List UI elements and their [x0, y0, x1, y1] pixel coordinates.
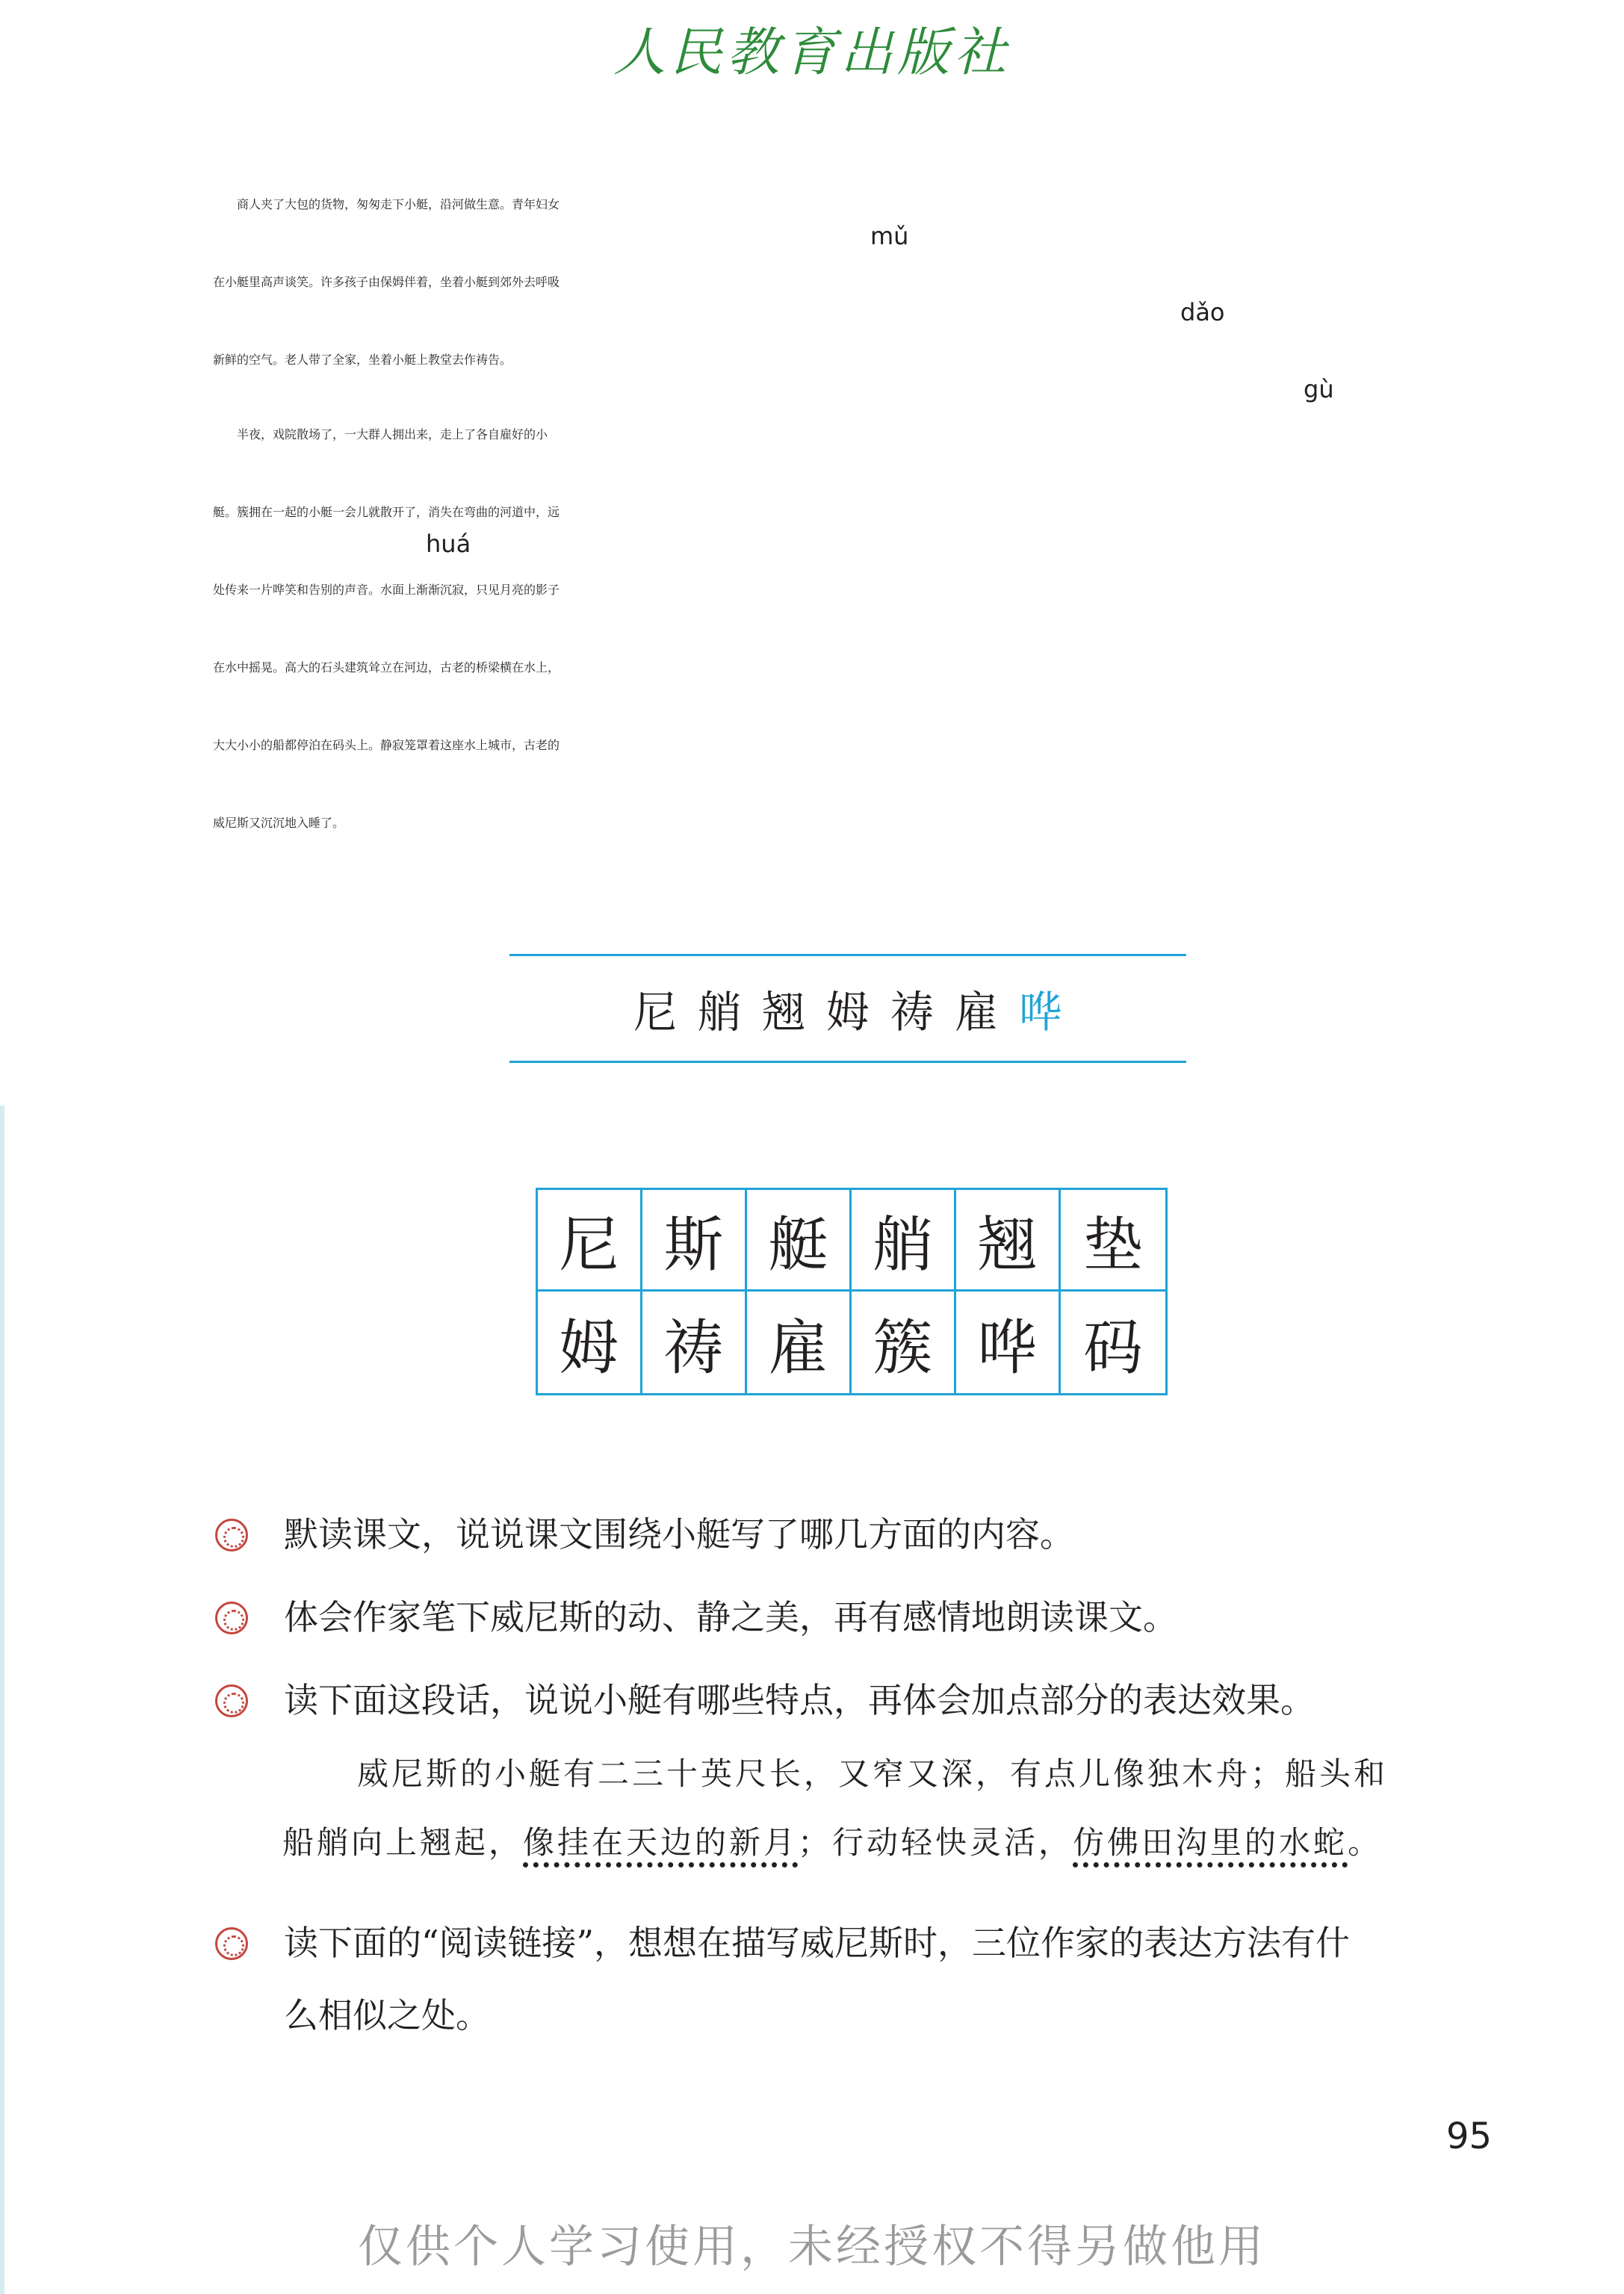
question-3: 读下面这段话，说说小艇有哪些特点，再体会加点部分的表达效果。	[284, 1680, 1315, 1720]
grid-char: 斯	[642, 1190, 747, 1292]
passage-line: 艇。簇拥在一起的小艇一会儿就散开了，消失在弯曲的河道中，远	[213, 505, 560, 519]
seal-icon	[215, 1684, 248, 1717]
pinyin-gu: gù	[1304, 375, 1334, 403]
page-edge-strip	[0, 1106, 4, 2294]
emphasis-dotted-text: 像挂在天边的新月	[523, 1824, 798, 1867]
grid-char: 哗	[956, 1292, 1061, 1393]
pinyin-hua: huá	[426, 530, 471, 558]
seal-icon	[215, 1927, 248, 1960]
new-char: 翘	[761, 987, 805, 1038]
passage-line: 商人夹了大包的货物，匆匆走下小艇，沿河做生意。青年妇女	[213, 197, 560, 211]
grid-char: 簇	[852, 1292, 956, 1393]
new-char: 姆	[825, 987, 870, 1038]
question-2: 体会作家笔下威尼斯的动、静之美，再有感情地朗读课文。	[284, 1597, 1177, 1637]
grid-char: 垫	[1061, 1190, 1165, 1292]
quote-segment: 。	[1348, 1824, 1383, 1861]
pinyin-dao: dǎo	[1180, 298, 1225, 326]
quote-line-1: 威尼斯的小艇有二三十英尺长，又窄又深，有点儿像独木舟；船头和	[357, 1755, 1389, 1792]
grid-char: 祷	[642, 1292, 747, 1393]
new-characters-box	[509, 954, 1186, 1063]
quote-line-2	[282, 1809, 1382, 1876]
passage-paragraph-1	[213, 166, 1490, 403]
new-char: 尼	[633, 987, 677, 1038]
new-char-highlight: 哗	[1019, 987, 1063, 1038]
passage-line: 在小艇里高声谈笑。许多孩子由保姆伴着，坐着小艇到郊外去呼吸	[213, 275, 560, 289]
question-1: 默读课文，说说课文围绕小艇写了哪几方面的内容。	[284, 1514, 1074, 1554]
new-char: 艄	[697, 987, 741, 1038]
grid-char: 艄	[852, 1190, 956, 1292]
grid-char: 艇	[747, 1190, 852, 1292]
question-4-line-2: 么相似之处。	[284, 1995, 490, 2036]
quote-segment: ；行动轻快灵活，	[798, 1824, 1073, 1861]
question-4-line-1: 读下面的“阅读链接”，想想在描写威尼斯时，三位作家的表达方法有什	[284, 1923, 1351, 1963]
pinyin-mu: mǔ	[870, 222, 909, 250]
passage-line: 半夜，戏院散场了，一大群人拥出来，走上了各自雇好的小	[213, 427, 548, 441]
passage-line: 在水中摇晃。高大的石头建筑耸立在河边，古老的桥梁横在水上，	[213, 660, 560, 675]
emphasis-dotted-text: 仿佛田沟里的水蛇	[1073, 1824, 1348, 1867]
writing-grid	[536, 1188, 1168, 1395]
grid-char: 雇	[747, 1292, 852, 1393]
seal-icon	[215, 1602, 248, 1634]
passage-line: 新鲜的空气。老人带了全家，坐着小艇上教堂去作祷告。	[213, 353, 512, 367]
grid-char: 姆	[538, 1292, 642, 1393]
new-char: 雇	[955, 987, 999, 1038]
usage-notice: 仅供个人学习使用，未经授权不得另做他用	[358, 2221, 1266, 2273]
publisher-logo: 人民教育出版社	[613, 22, 1011, 83]
grid-char: 码	[1083, 1312, 1143, 1383]
grid-char: 尼	[538, 1190, 642, 1292]
new-char: 祷	[890, 987, 935, 1038]
passage-line: 大大小小的船都停泊在码头上。静寂笼罩着这座水上城市，古老的	[213, 738, 560, 752]
passage-line: 威尼斯又沉沉地入睡了。	[213, 816, 345, 830]
grid-char: 翘	[956, 1190, 1061, 1292]
passage-line: 处传来一片哗笑和告别的声音。水面上渐渐沉寂，只见月亮的影子	[213, 583, 560, 597]
passage-paragraph-2	[213, 396, 1490, 862]
quote-segment: 船艄向上翘起，	[282, 1824, 524, 1861]
seal-icon	[215, 1519, 248, 1551]
page-number: 95	[1446, 2115, 1493, 2157]
